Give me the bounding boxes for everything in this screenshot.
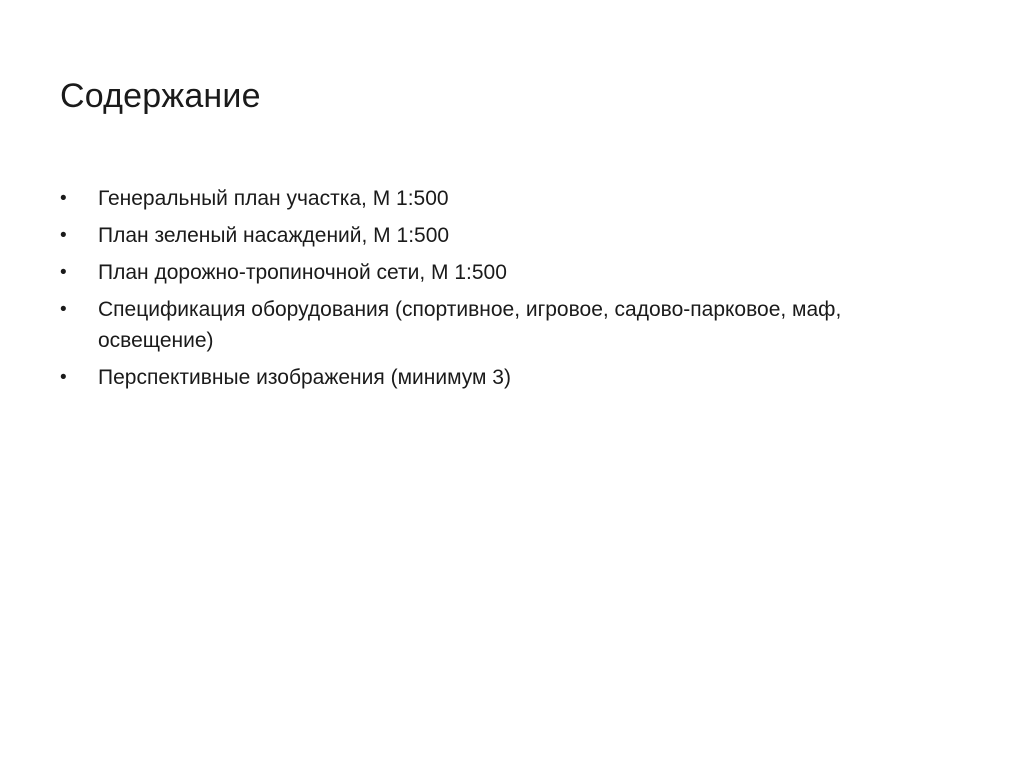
list-item xyxy=(60,294,920,356)
list-item xyxy=(60,220,920,251)
contents-list xyxy=(60,183,920,399)
bullet-icon: • xyxy=(60,188,67,209)
bullet-icon: • xyxy=(60,367,67,388)
list-item-text: Спецификация оборудования (спортивное, игровое, садово-парковое, маф, освещение) xyxy=(98,298,842,352)
bullet-icon: • xyxy=(60,262,67,283)
bullet-icon: • xyxy=(60,225,67,246)
bullet-icon: • xyxy=(60,299,67,320)
slide-title: Содержание xyxy=(60,77,261,115)
list-item xyxy=(60,257,920,288)
list-item xyxy=(60,362,920,393)
list-item-text: Генеральный план участка, М 1:500 xyxy=(98,187,449,210)
list-item-text: План зеленый насаждений, М 1:500 xyxy=(98,224,450,247)
list-item-text: План дорожно-тропиночной сети, М 1:500 xyxy=(98,261,507,284)
list-item xyxy=(60,183,920,214)
list-item-text: Перспективные изображения (минимум 3) xyxy=(98,366,511,389)
